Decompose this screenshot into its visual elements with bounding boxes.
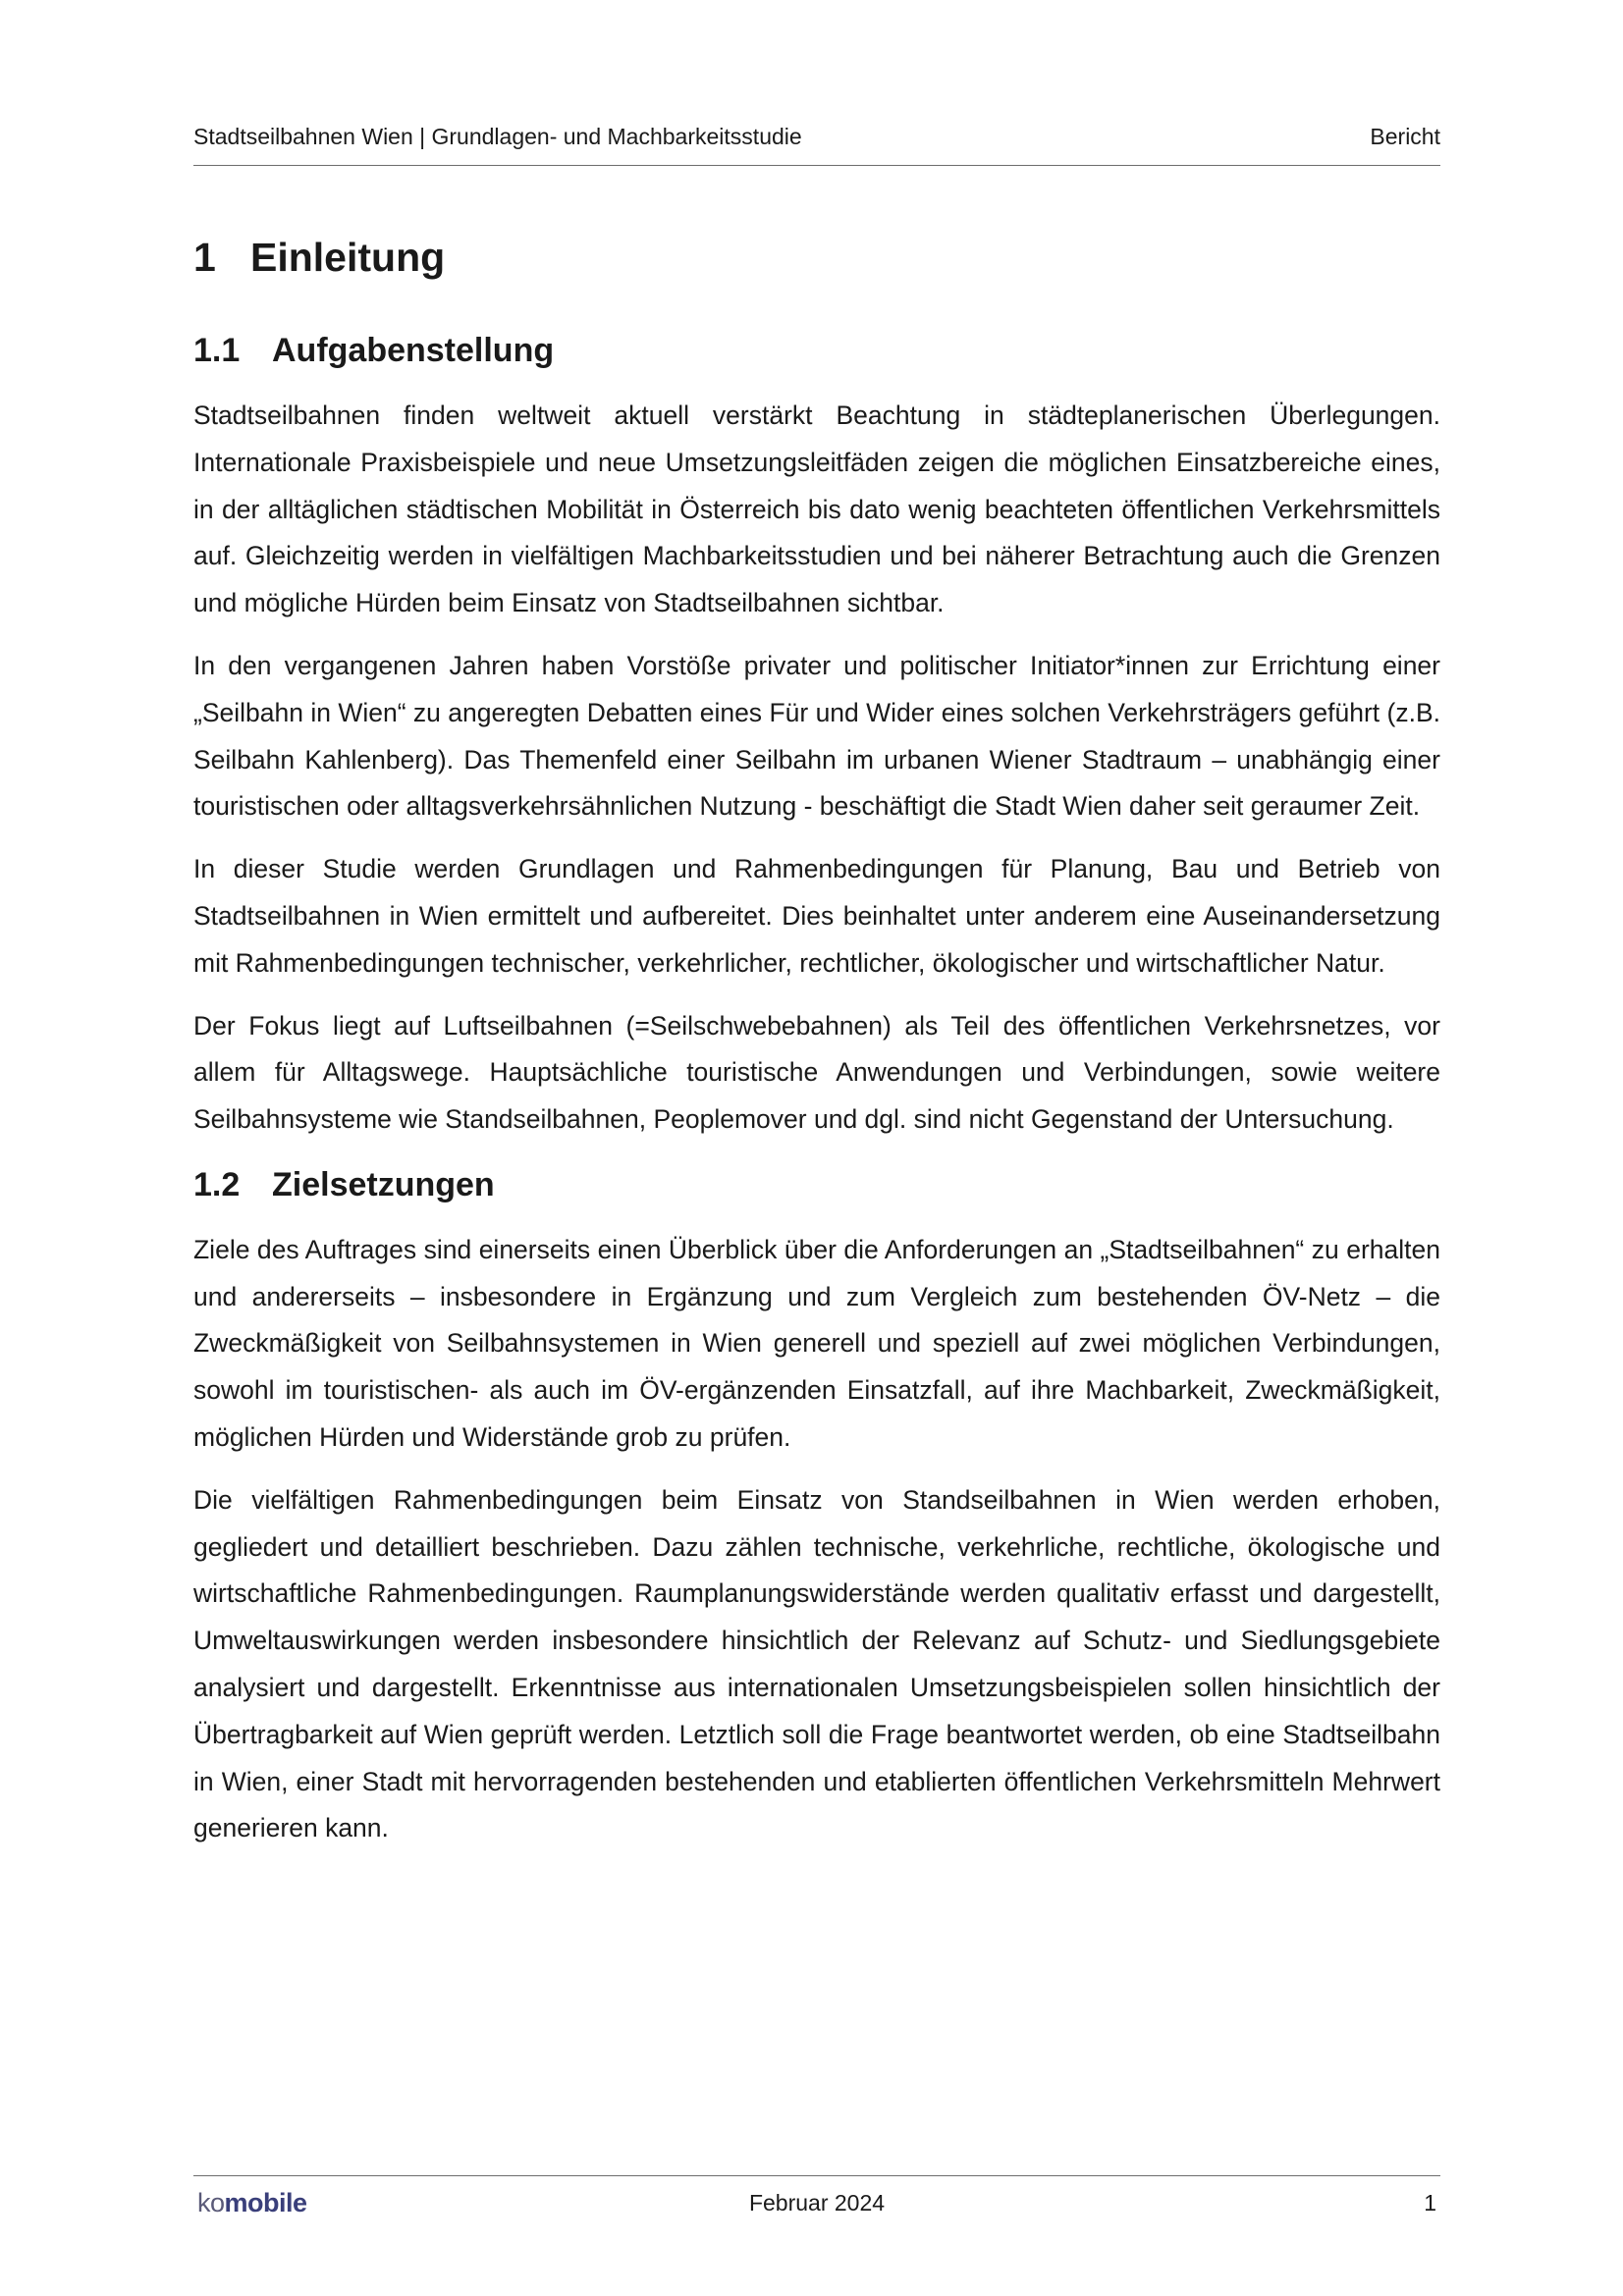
heading-section-1-1: [193, 331, 1440, 371]
paragraph: In den vergangenen Jahren haben Vorstöße privater und politischer Initiator*innen zur Errichtung einer „Seilbahn in Wien“ zu angeregten Debatten eines Für und Wider eines solchen Verkehrsträgers geführt (z.B. Seilbahn Kahlenberg). Das Themenfeld einer Seilbahn im urbanen Wiener Stadtraum – unabhängig einer touristischen oder alltagsverkehrsähnlichen Nutzung - beschäftigt die Stadt Wien daher seit geraumer Zeit.: [193, 650, 1440, 822]
paragraph: Stadtseilbahnen finden weltweit aktuell verstärkt Beachtung in städteplanerischen Überlegungen. Internationale Praxisbeispiele und neue Umsetzungsleitfäden zeigen die möglichen Einsatzbereiche eines, in der alltäglichen städtischen Mobilität in Österreich bis dato wenig beachteten öffentlichen Verkehrsmittels auf. Gleichzeitig werden in vielfältigen Machbarkeitsstudien und bei näherer Betrachtung auch die Grenzen und mögliche Hürden beim Einsatz von Stadtseilbahnen sichtbar.: [193, 400, 1440, 618]
paragraph: Die vielfältigen Rahmenbedingungen beim Einsatz von Standseilbahnen in Wien werden erhoben, gegliedert und detailliert beschrieben. Dazu zählen technische, verkehrliche, rechtliche, ökologische und wirtschaftliche Rahmenbedingungen. Raumplanungswiderstände werden qualitativ erfasst und dargestellt, Umweltauswirkungen werden insbesondere hinsichtlich der Relevanz auf Schutz- und Siedlungsgebiete analysiert und dargestellt. Erkenntnisse aus internationalen Umsetzungsbeispielen sollen hinsichtlich der Übertragbarkeit auf Wien geprüft werden. Letztlich soll die Frage beantwortet werden, ob eine Stadtseilbahn in Wien, einer Stadt mit hervorragenden bestehenden und etablierten öffentlichen Verkehrsmitteln Mehrwert generieren kann.: [193, 1484, 1440, 1843]
page-header: [193, 120, 1440, 166]
heading-section-1-1-title: Aufgabenstellung: [272, 332, 555, 370]
page-footer: [193, 2175, 1440, 2223]
heading-section-1-2: [193, 1165, 1440, 1205]
paragraph: Der Fokus liegt auf Luftseilbahnen (=Seilschwebebahnen) als Teil des öffentlichen Verkehrsnetzes, vor allem für Alltagswege. Hauptsächliche touristische Anwendungen und Verbindungen, sowie weitere Seilbahnsysteme wie Standseilbahnen, Peoplemover und dgl. sind nicht Gegenstand der Untersuchung.: [193, 1010, 1440, 1135]
main-content: [193, 234, 1440, 1868]
heading-section-1: [193, 234, 1440, 282]
page-number: 1: [1424, 2190, 1436, 2216]
heading-section-1-number: 1: [193, 235, 216, 280]
heading-section-1-1-number: 1.1: [193, 332, 241, 370]
heading-section-1-2-number: 1.2: [193, 1165, 241, 1203]
heading-section-1-2-title: Zielsetzungen: [272, 1165, 495, 1203]
footer-date: Februar 2024: [748, 2190, 886, 2216]
header-doc-type: Bericht: [1370, 124, 1440, 149]
komobile-logo: komobile: [197, 2188, 307, 2217]
header-title: Stadtseilbahnen Wien | Grundlagen- und Machbarkeitsstudie: [193, 124, 802, 149]
heading-section-1-title: Einleitung: [250, 235, 446, 280]
paragraph: Ziele des Auftrages sind einerseits einen Überblick über die Anforderungen an „Stadtseilbahnen“ zu erhalten und andererseits – insbesondere in Ergänzung und zum Vergleich zum bestehenden ÖV-Netz – die Zweckmäßigkeit von Seilbahnsystemen in Wien generell und speziell auf zwei möglichen Verbindungen, sowohl im touristischen- als auch im ÖV-ergänzenden Einsatzfall, auf ihre Machbarkeit, Zweckmäßigkeit, möglichen Hürden und Widerstände grob zu prüfen.: [193, 1234, 1440, 1452]
paragraph: In dieser Studie werden Grundlagen und Rahmenbedingungen für Planung, Bau und Betrieb von Stadtseilbahnen in Wien ermittelt und aufbereitet. Dies beinhaltet unter anderem eine Auseinandersetzung mit Rahmenbedingungen technischer, verkehrlicher, rechtlicher, ökologischer und wirtschaftlicher Natur.: [193, 854, 1440, 978]
